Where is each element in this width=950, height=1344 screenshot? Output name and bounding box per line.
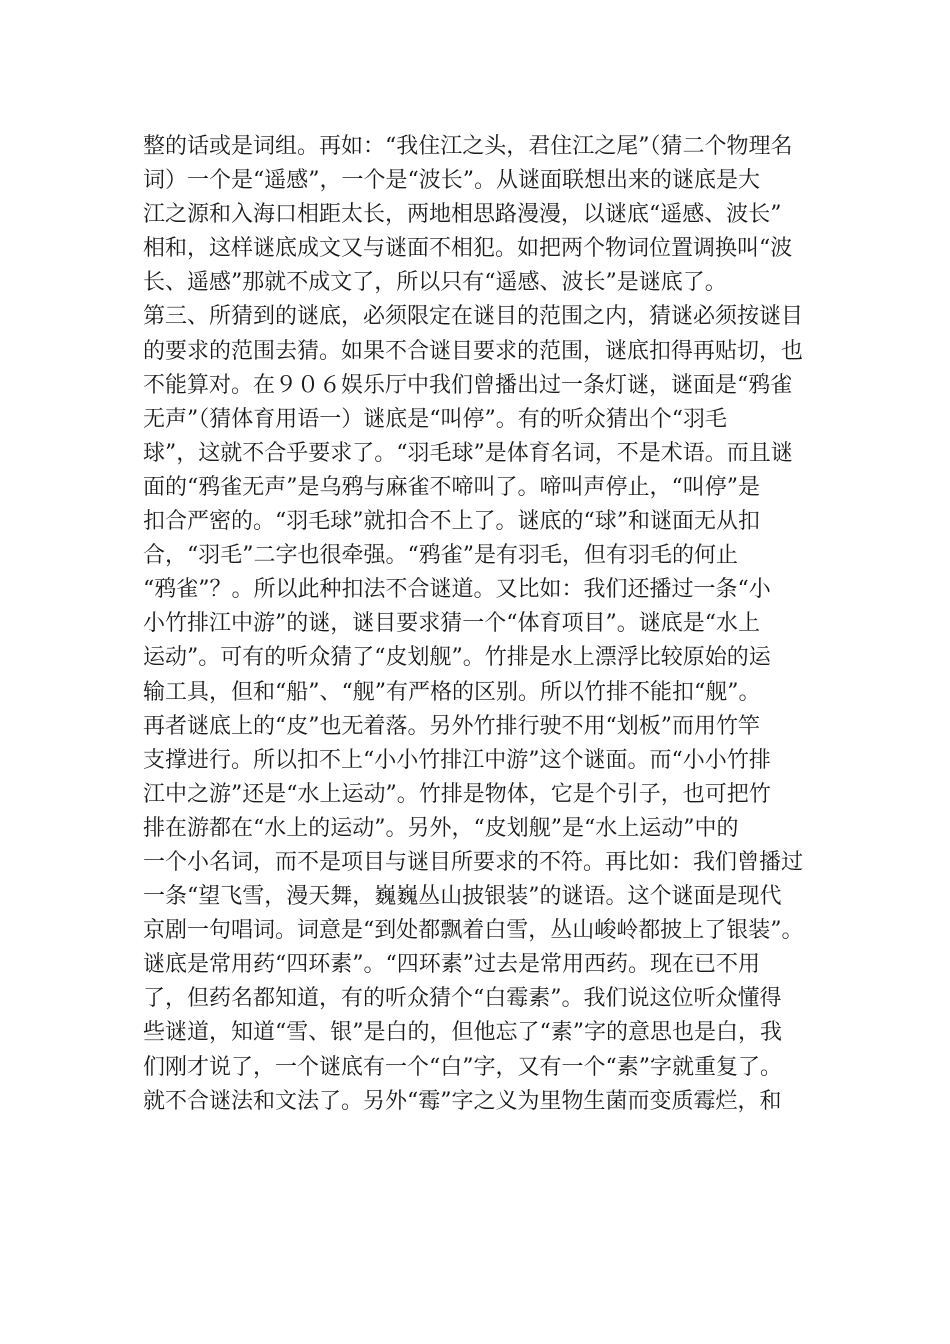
text-line: 长、遥感”那就不成文了，所以只有“遥感、波长”是谜底了。: [143, 270, 727, 296]
text-line: 不能算对。在９０６娱乐厅中我们曾播出过一条灯谜，谜面是“鸦雀: [143, 372, 793, 398]
text-line: 的要求的范围去猜。如果不合谜目要求的范围，谜底扣得再贴切，也: [143, 338, 804, 364]
text-line: 第三、所猜到的谜底，必须限定在谜目的范围之内，猜谜必须按谜目: [143, 304, 804, 330]
text-line: 无声”（猜体育用语一）谜底是“叫停”。有的听众猜出个“羽毛: [143, 406, 727, 432]
text-line: 扣合严密的。“羽毛球”就扣合不上了。谜底的“球”和谜面无从扣: [143, 509, 760, 535]
text-line: “鸦雀”？。所以此种扣法不合谜道。又比如：我们还播过一条“小: [143, 577, 771, 603]
text-line: 一条“望飞雪，漫天舞，巍巍丛山披银装”的谜语。这个谜面是现代: [143, 884, 782, 910]
text-line: 运动”。可有的听众猜了“皮划舰”。竹排是水上漂浮比较原始的运: [143, 645, 771, 671]
text-line: 支撑进行。所以扣不上“小小竹排江中游”这个谜面。而“小小竹排: [143, 747, 771, 773]
text-line: 词）一个是“遥感”，一个是“波长”。从谜面联想出来的谜底是大: [143, 168, 760, 194]
text-line: 再者谜底上的“皮”也无着落。另外竹排行驶不用“划板”而用竹竿: [143, 713, 760, 739]
text-line: 合，“羽毛”二字也很牵强。“鸦雀”是有羽毛，但有羽毛的何止: [143, 543, 738, 569]
text-line: 输工具，但和“船”、“舰”有严格的区别。所以竹排不能扣“舰”。: [143, 679, 761, 705]
text-line: 相和，这样谜底成文又与谜面不相犯。如把两个物词位置调换叫“波: [143, 236, 793, 262]
text-line: 谜底是常用药“四环素”。“四环素”过去是常用西药。现在已不用: [143, 952, 760, 978]
text-line: 就不合谜法和文法了。另外“霉”字之义为里物生菌而变质霉烂，和: [143, 1088, 782, 1114]
text-line: 京剧一句唱词。词意是“到处都飘着白雪，丛山峻岭都披上了银装”。: [143, 918, 804, 944]
text-line: 了，但药名都知道，有的听众猜个“白霉素”。我们说这位听众懂得: [143, 986, 782, 1012]
text-line: 江中之游”还是“水上运动”。竹排是物体，它是个引子，也可把竹: [143, 781, 771, 807]
text-line: 们刚才说了，一个谜底有一个“白”字，又有一个“素”字就重复了。: [143, 1054, 782, 1080]
text-line: 面的“鸦雀无声”是乌鸦与麻雀不啼叫了。啼叫声停止，“叫停”是: [143, 474, 760, 500]
text-line: 球”，这就不合乎要求了。“羽毛球”是体育名词，不是术语。而且谜: [143, 440, 793, 466]
text-line: 江之源和入海口相距太长，两地相思路漫漫，以谜底“遥感、波长”: [143, 202, 782, 228]
text-line: 整的话或是词组。再如：“我住江之头，君住江之尾”（猜二个物理名: [143, 134, 793, 159]
text-line: 些谜道，知道“雪、银”是白的，但他忘了“素”字的意思也是白，我: [143, 1020, 782, 1046]
text-line: 排在游都在“水上的运动”。另外，“皮划舰”是“水上运动”中的: [143, 815, 739, 841]
text-line: 小竹排江中游”的谜，谜目要求猜一个“体育项目”。谜底是“水上: [143, 611, 760, 637]
body-text: [143, 130, 823, 1119]
text-line: 一个小名词，而不是项目与谜目所要求的不符。再比如：我们曾播过: [143, 849, 804, 875]
